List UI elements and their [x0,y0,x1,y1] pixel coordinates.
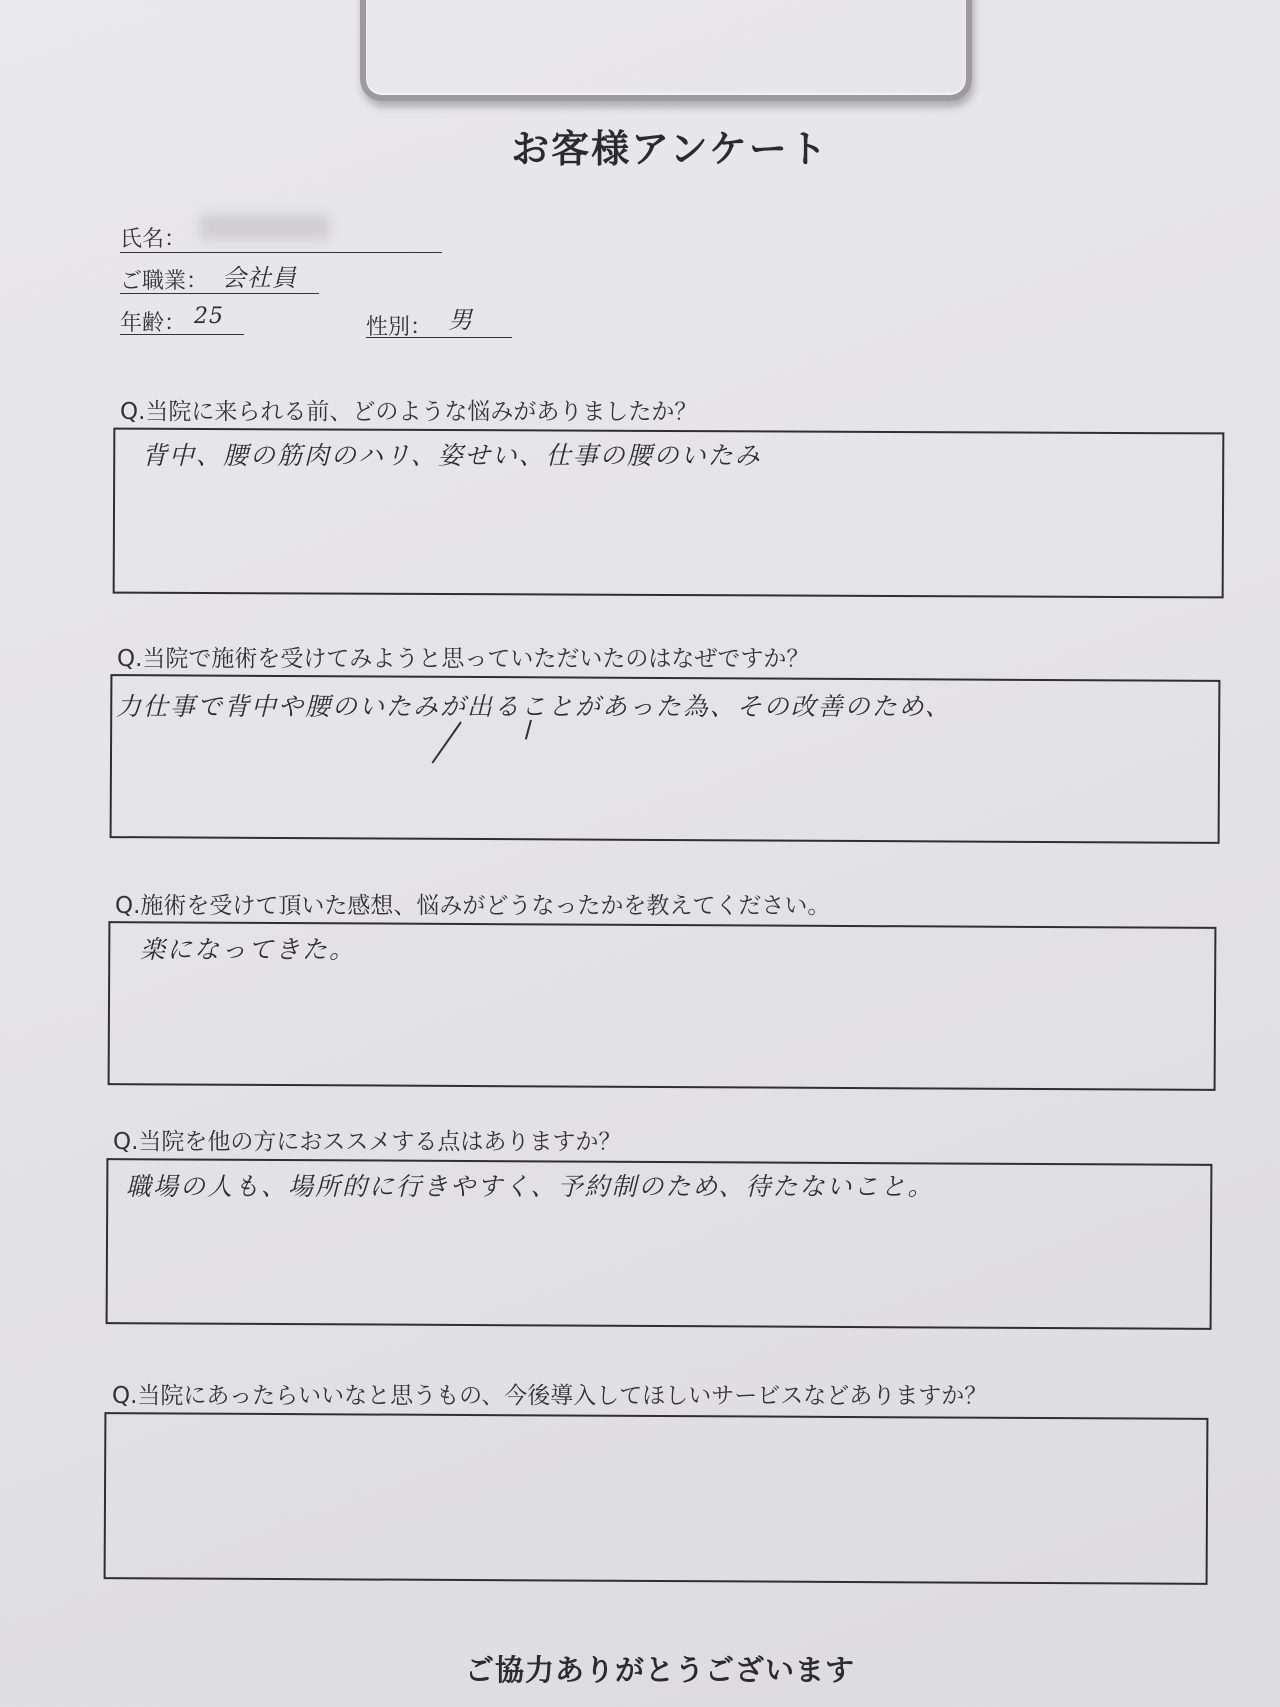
answer-box-5 [104,1412,1209,1585]
age-underline [120,334,244,335]
age-label: 年齢： [120,311,187,336]
answer-4: 職場の人も、場所的に行きやすく、予約制のため、待たないこと。 [126,1172,935,1201]
occupation-underline [120,293,319,294]
clipboard-clip [360,0,972,101]
gender-label: 性別： [366,315,433,340]
question-4: Q.当院を他の方におススメする点はありますか？ [113,1129,622,1155]
question-3: Q.施術を受けて頂いた感想、悩みがどうなったかを教えてください。 [115,893,831,919]
footer-thanks: ご協力ありがとうございます [464,1653,855,1687]
answer-2: 力仕事で背中や腰のいたみが出ることがあった為、その改善のため、 [116,692,952,721]
question-1: Q.当院に来られる前、どのような悩みがありましたか？ [120,399,698,425]
answer-1: 背中、腰の筋肉のハリ、姿せい、仕事の腰のいたみ [142,441,762,470]
gender-value: 男 [448,306,473,334]
question-2: Q.当院で施術を受けてみようと思っていただいたのはなぜですか？ [117,646,810,672]
name-underline [120,252,442,253]
occupation-label: ご職業： [120,269,209,294]
survey-title: お客様アンケート [511,127,829,171]
answer-3: 楽になってきた。 [140,935,357,964]
name-label: 氏名： [120,227,187,252]
gender-underline [366,337,512,338]
occupation-value: 会社員 [222,264,297,292]
question-5: Q.当院にあったらいいなと思うもの、今後導入してほしいサービスなどありますか？ [112,1383,988,1409]
redacted-name [200,214,330,240]
age-value: 25 [194,304,224,329]
